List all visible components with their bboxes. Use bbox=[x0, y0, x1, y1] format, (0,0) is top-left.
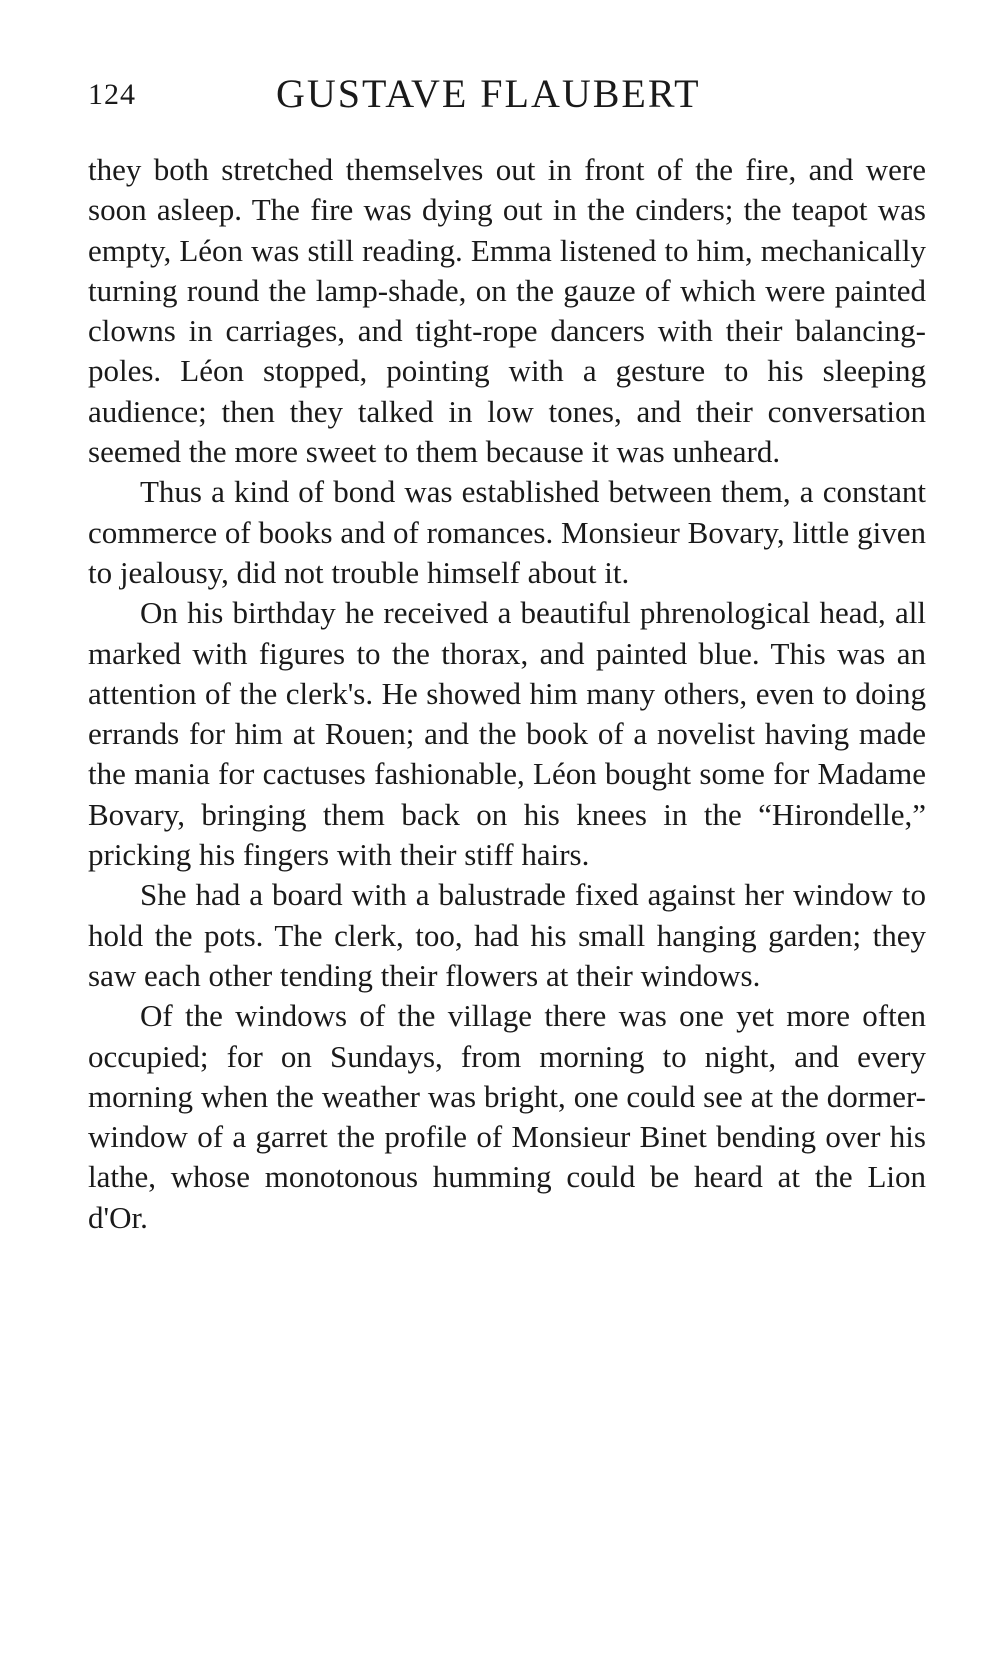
paragraph: Thus a kind of bond was established between them, a constant commerce of books and of romances. Monsieur Bovary, little given to jealousy, did not trouble himself about it. bbox=[88, 474, 926, 590]
page-number: 124 bbox=[88, 78, 136, 111]
paragraph: She had a board with a balustrade fixed against her window to hold the pots. The clerk, too, had his small hanging garden; they saw each other tending their flowers at their windows. bbox=[88, 877, 926, 993]
paragraph: they both stretched themselves out in front of the fire, and were soon asleep. The fire was dying out in the cinders; the teapot was empty, Léon was still reading. Emma listened to him, mechanically turning round the lamp-shade, on the gauze of which were painted clowns in carriages, and tight-rope dancers with their balancing-poles. Léon stopped, pointing with a gesture to his sleeping audience; then they talked in low tones, and their conversation seemed the more sweet to them because it was unheard. bbox=[88, 152, 926, 470]
paragraph: On his birthday he received a beautiful phrenological head, all marked with figures to the thorax, and painted blue. This was an attention of the clerk's. He showed him many others, even to doing errands for him at Rouen; and the book of a novelist having made the mania for cactuses fashionable, Léon bought some for Madame Bovary, bringing them back on his knees in the “Hirondelle,” pricking his fingers with their stiff hairs. bbox=[88, 595, 926, 873]
body-text bbox=[88, 150, 926, 1238]
book-title: GUSTAVE FLAUBERT bbox=[276, 71, 701, 116]
paragraph: Of the windows of the village there was one yet more often occupied; for on Sundays, from morning to night, and every morning when the weather was bright, one could see at the dormer-window of a garret the profile of Monsieur Binet bending over his lathe, whose monotonous humming could be heard at the Lion d'Or. bbox=[88, 998, 926, 1235]
running-head bbox=[88, 70, 928, 130]
